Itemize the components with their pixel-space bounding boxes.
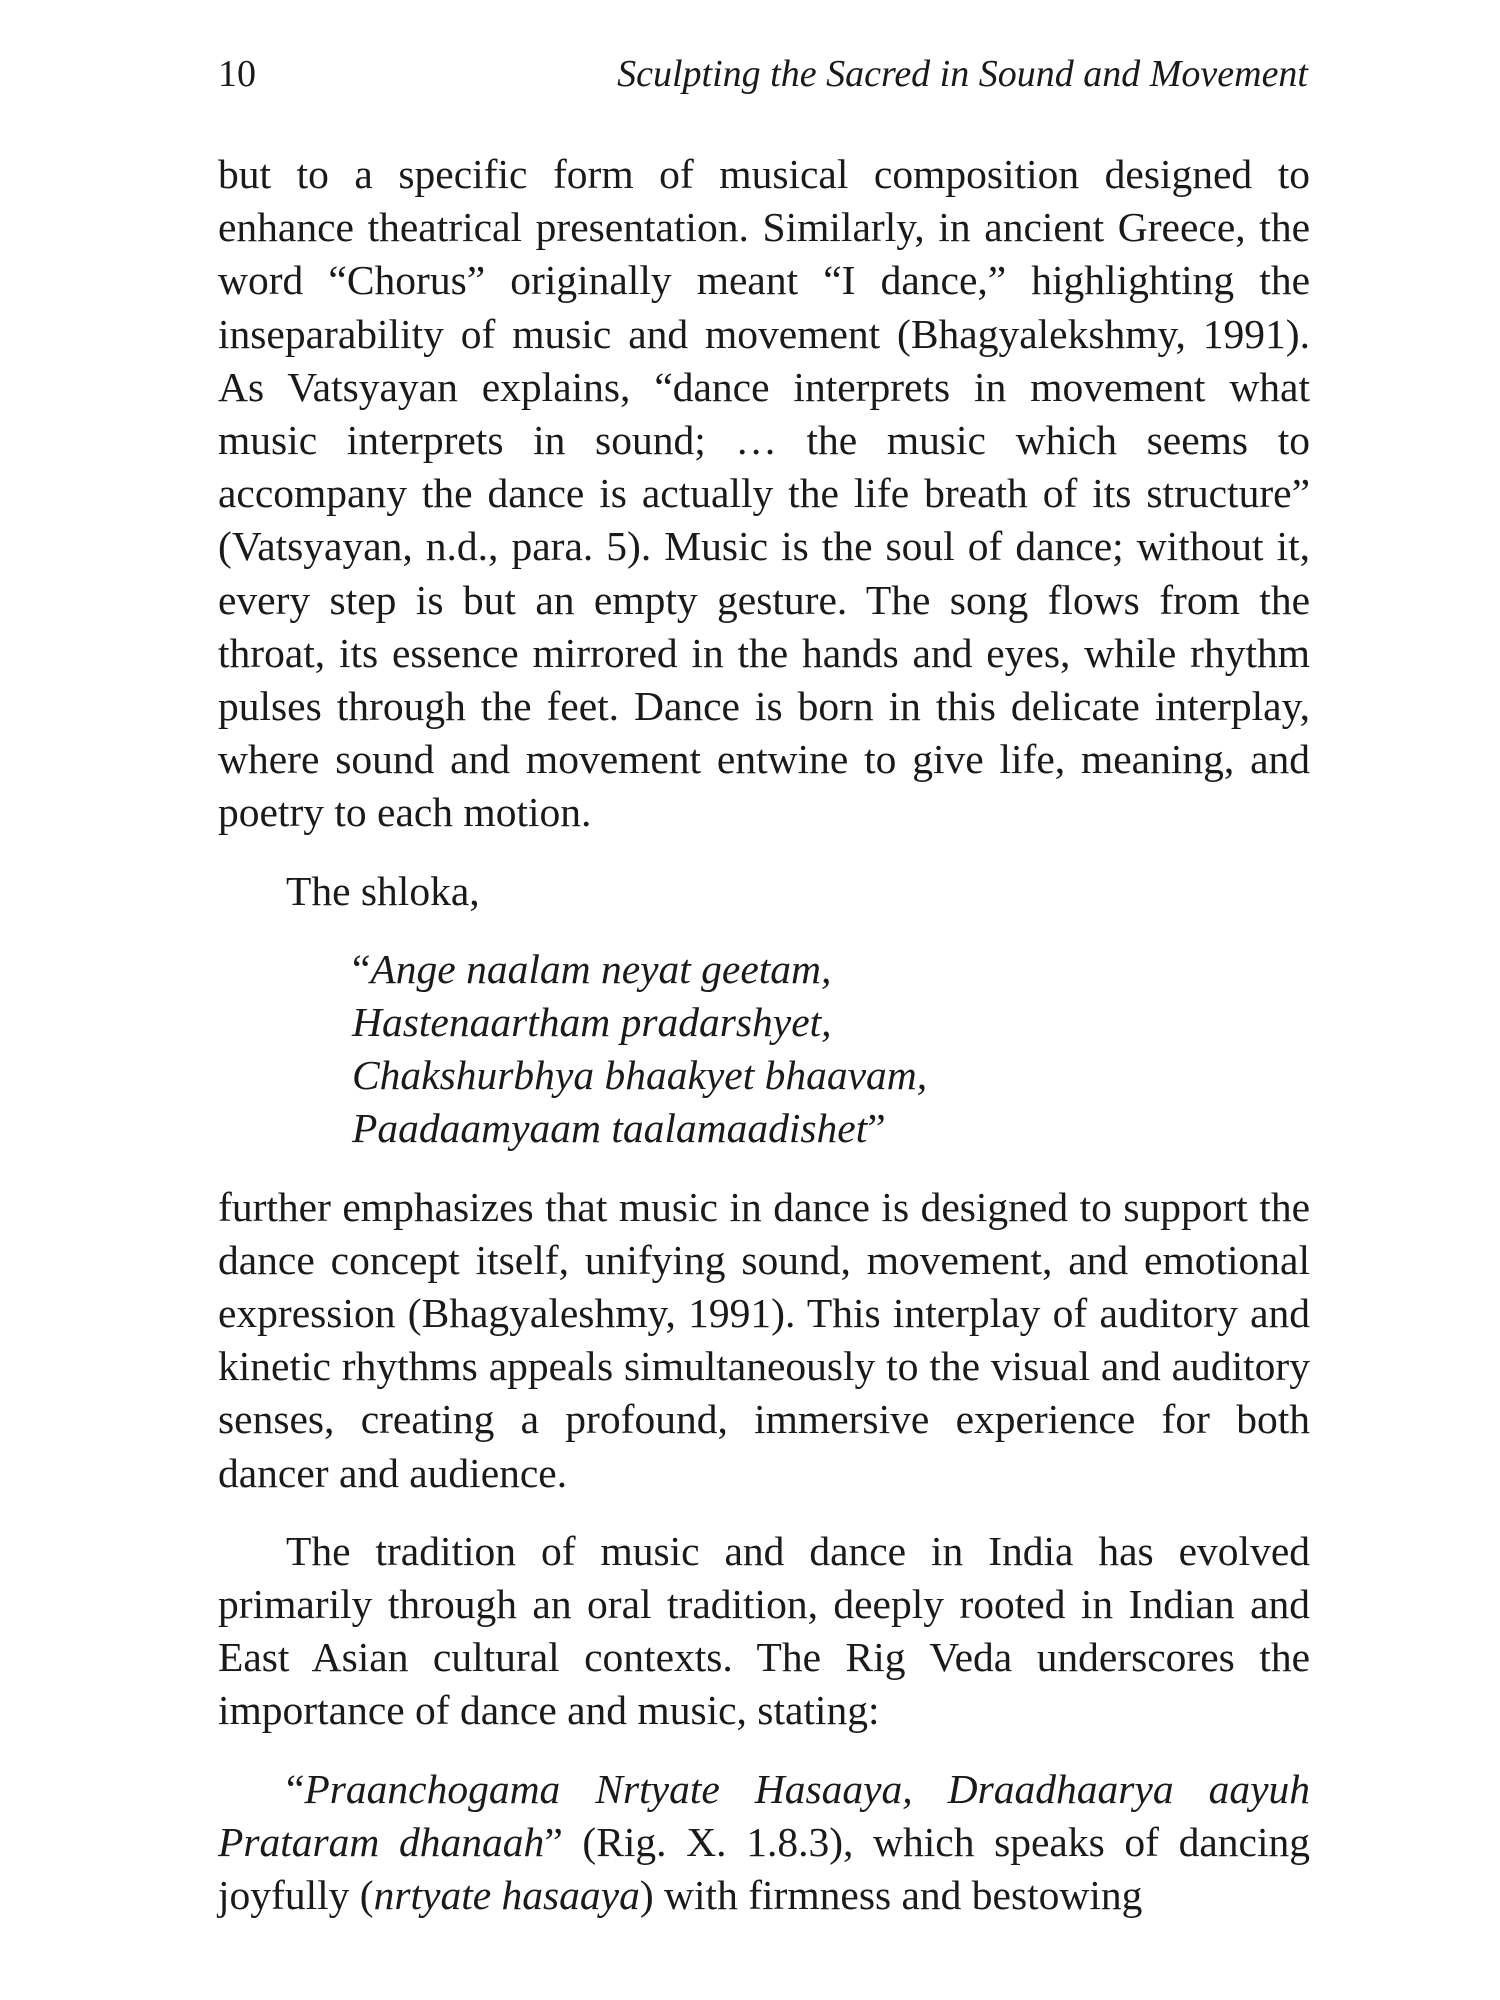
rig-veda-verse: Praanchogama Nrtyate Hasaaya, Draadhaarya aayuh Prataram dhanaah (218, 1765, 1310, 1865)
shloka-line-1 (352, 943, 1310, 996)
running-title: Sculpting the Sacred in Sound and Movement (617, 53, 1308, 95)
paragraph-rig-veda (218, 1763, 1310, 1923)
shloka-line-2: Hastenaartham pradarshyet, (352, 999, 832, 1046)
shloka-open-quote: “ (352, 945, 371, 992)
shloka-verse (352, 943, 1310, 1156)
page-number: 10 (218, 53, 256, 95)
shloka-close-quote: ” (867, 1105, 886, 1152)
rig-veda-tail: ) with firmness and bestowing (639, 1872, 1143, 1919)
rig-veda-term: nrtyate hasaaya (373, 1872, 640, 1919)
shloka-line-4 (352, 1102, 1310, 1155)
rig-veda-citation: ” (Rig. X. 1.8.3), which speaks of dancing joyfully ( (218, 1818, 1310, 1919)
rig-veda-open-quote: “ (286, 1765, 305, 1812)
paragraph-oral-tradition: The tradition of music and dance in India has evolved primarily through an oral tradition, deeply rooted in Indian and East Asian cultural contexts. The Rig Veda underscores the importance of dance and music, stating: (218, 1527, 1310, 1734)
page-header (218, 52, 1308, 102)
paragraph-shloka-meaning: further emphasizes that music in dance is designed to support the dance concept itself, unifying sound, movement, and emotional expression (Bhagyaleshmy, 1991). This interplay of auditory and kinetic rhythms appeals simultaneously to the visual and auditory senses, creating a profound, immersive experience for both dancer and audience. (218, 1183, 1310, 1496)
shloka-line-1-text: Ange naalam neyat geetam, (370, 945, 832, 992)
shloka-line-3: Chakshurbhya bhaakyet bhaavam, (352, 1052, 928, 1099)
page-body (218, 148, 1310, 1922)
paragraph-chorus-dance: but to a specific form of musical composition designed to enhance theatrical presentation. Similarly, in ancient Greece, the word “Chorus” originally meant “I dance,” highlighting the inseparability of music and movement (Bhagyalekshmy, 1991). As Vatsyayan explains, “dance interprets in movement what music interprets in sound; … the music which seems to accompany the dance is actually the life breath of its structure” (Vatsyayan, n.d., para. 5). Music is the soul of dance; without it, every step is but an empty gesture. The song flows from the throat, its essence mirrored in the hands and eyes, while rhythm pulses through the feet. Dance is born in this delicate interplay, where sound and movement entwine to give life, meaning, and poetry to each motion. (218, 151, 1310, 836)
paragraph-shloka-intro: The shloka, (286, 867, 480, 914)
shloka-line-4-text: Paadaamyaam taalamaadishet (352, 1105, 868, 1152)
